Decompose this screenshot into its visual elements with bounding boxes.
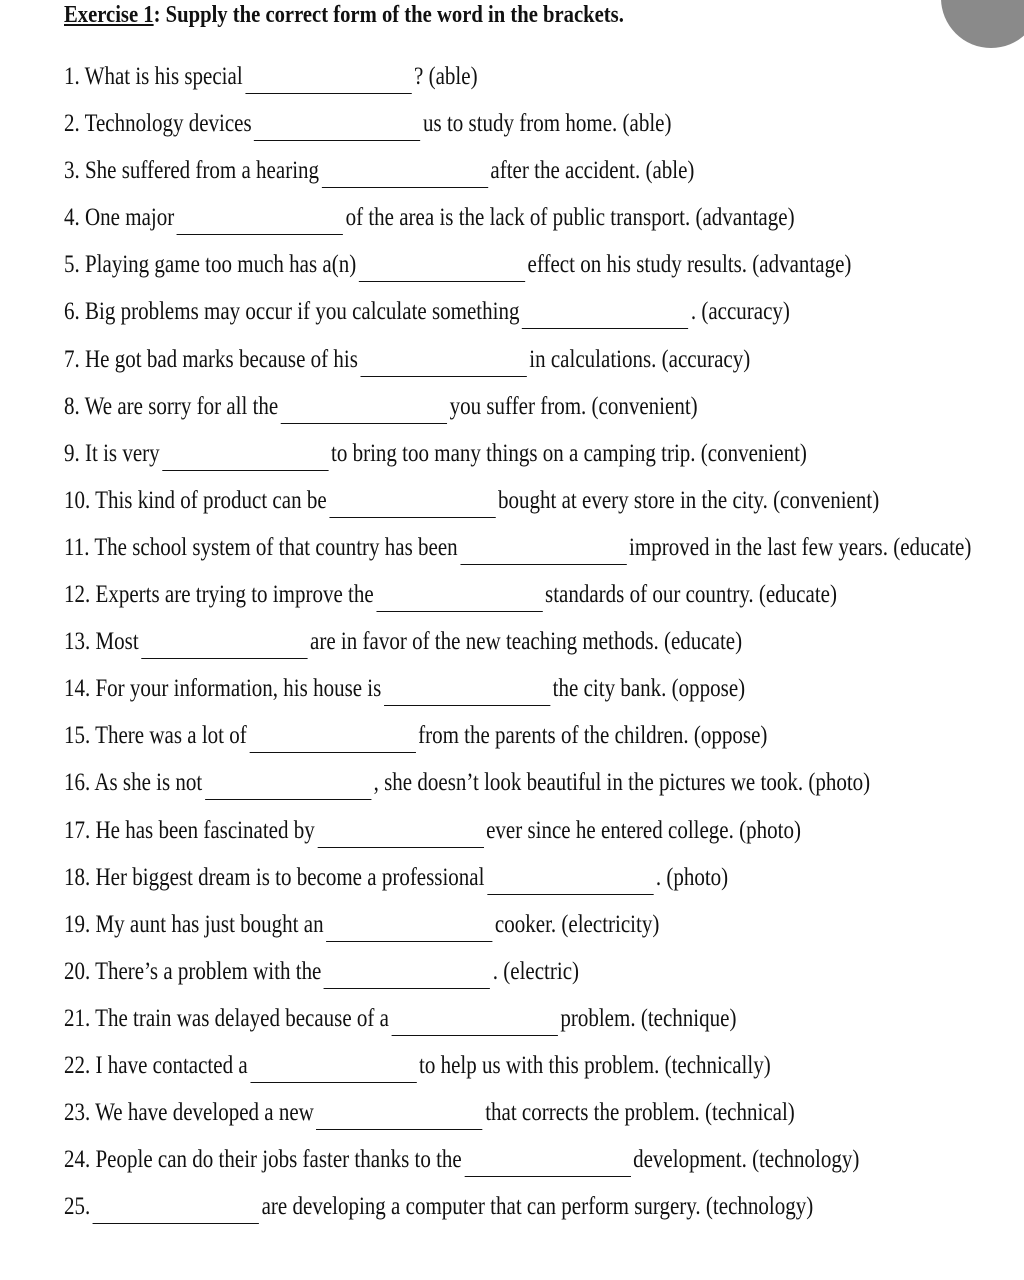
item-text-before: 21. The train was delayed because of a <box>64 1004 389 1032</box>
item-text-before: 20. There’s a problem with the <box>64 957 322 985</box>
exercise-item <box>64 625 820 672</box>
item-text-before: 5. Playing game too much has a(n) <box>64 251 357 279</box>
exercise-item <box>64 861 820 908</box>
item-text-before: 7. He got bad marks because of his <box>64 345 358 373</box>
exercise-item <box>64 1049 820 1096</box>
item-text-after: are in favor of the new teaching methods. (educate) <box>310 628 743 656</box>
item-text-after: that corrects the problem. (technical) <box>485 1099 795 1127</box>
exercise-item <box>64 484 880 531</box>
answer-blank[interactable] <box>281 395 447 424</box>
exercise-title <box>64 2 624 29</box>
answer-blank[interactable] <box>316 1101 482 1130</box>
answer-blank[interactable] <box>141 630 307 659</box>
answer-blank[interactable] <box>487 866 653 895</box>
item-text-after: . (electric) <box>492 957 580 985</box>
item-text-before: 23. We have developed a new <box>64 1099 314 1127</box>
answer-blank[interactable] <box>360 348 526 377</box>
item-text-before: 9. It is very <box>64 439 160 467</box>
item-text-after: are developing a computer that can perform surgery. (technology) <box>261 1193 814 1221</box>
item-text-after: problem. (technique) <box>560 1004 737 1032</box>
item-text-after: you suffer from. (convenient) <box>449 392 698 420</box>
answer-blank[interactable] <box>162 442 328 471</box>
answer-blank[interactable] <box>317 819 483 848</box>
exercise-item <box>64 672 820 719</box>
answer-blank[interactable] <box>464 1148 630 1177</box>
answer-blank[interactable] <box>384 677 550 706</box>
exercise-item <box>64 531 972 578</box>
answer-blank[interactable] <box>249 724 415 753</box>
item-text-before: 15. There was a lot of <box>64 722 247 750</box>
item-text-before: 16. As she is not <box>64 769 203 797</box>
exercise-item <box>64 955 820 1002</box>
answer-blank[interactable] <box>205 771 371 800</box>
exercise-item <box>64 1096 820 1143</box>
answer-blank[interactable] <box>254 112 420 141</box>
corner-circle-shape <box>941 0 1024 48</box>
exercise-item <box>64 1190 820 1237</box>
answer-blank[interactable] <box>392 1007 558 1036</box>
exercise-item <box>64 154 820 201</box>
item-text-before: 18. Her biggest dream is to become a professional <box>64 863 485 891</box>
exercise-item <box>64 343 820 390</box>
item-text-after: ? (able) <box>414 63 478 90</box>
item-text-after: ever since he entered college. (photo) <box>486 816 801 844</box>
answer-blank[interactable] <box>324 960 490 989</box>
item-text-before: 24. People can do their jobs faster thanks to the <box>64 1146 462 1174</box>
item-text-before: 3. She suffered from a hearing <box>64 157 320 185</box>
item-text-after: of the area is the lack of public transport. (advantage) <box>345 204 795 232</box>
exercise-item <box>64 719 820 766</box>
answer-blank[interactable] <box>177 206 343 235</box>
item-text-before: 25. <box>64 1193 91 1221</box>
answer-blank[interactable] <box>245 65 411 94</box>
exercise-item <box>64 1143 860 1190</box>
answer-blank[interactable] <box>359 253 525 282</box>
answer-blank[interactable] <box>250 1054 416 1083</box>
answer-blank[interactable] <box>326 913 492 942</box>
answer-blank[interactable] <box>522 300 688 329</box>
item-text-after: from the parents of the children. (oppose) <box>418 722 768 750</box>
item-text-after: bought at every store in the city. (convenient) <box>498 486 880 514</box>
exercise-item <box>64 437 820 484</box>
item-text-after: . (photo) <box>655 863 729 891</box>
answer-blank[interactable] <box>322 159 488 188</box>
item-text-before: 14. For your information, his house is <box>64 675 382 703</box>
exercise-item <box>64 908 820 955</box>
item-text-after: improved in the last few years. (educate) <box>629 533 972 561</box>
item-text-after: development. (technology) <box>633 1146 860 1174</box>
item-text-after: , she doesn’t look beautiful in the pictures we took. (photo) <box>373 769 871 797</box>
item-text-before: 4. One major <box>64 204 175 232</box>
item-text-after: to help us with this problem. (technically) <box>419 1051 771 1079</box>
exercise-item <box>64 766 871 813</box>
answer-blank[interactable] <box>460 536 626 565</box>
item-text-after: standards of our country. (educate) <box>545 581 837 609</box>
answer-blank[interactable] <box>376 583 542 612</box>
item-text-before: 2. Technology devices <box>64 110 252 138</box>
exercise-item <box>64 107 820 154</box>
item-text-after: effect on his study results. (advantage) <box>527 251 852 279</box>
exercise-item <box>64 814 820 861</box>
exercise-item <box>64 60 820 107</box>
item-text-before: 17. He has been fascinated by <box>64 816 315 844</box>
item-text-after: in calculations. (accuracy) <box>529 345 751 373</box>
item-text-after: after the accident. (able) <box>490 157 695 185</box>
exercise-label: Exercise 1 <box>64 2 154 28</box>
exercise-item <box>64 1002 820 1049</box>
item-text-before: 6. Big problems may occur if you calculate something <box>64 298 520 326</box>
item-text-before: 11. The school system of that country has been <box>64 533 458 561</box>
item-text-before: 13. Most <box>64 628 139 656</box>
item-text-before: 19. My aunt has just bought an <box>64 910 324 938</box>
exercise-item <box>64 578 837 625</box>
exercise-item <box>64 390 820 437</box>
item-text-before: 22. I have contacted a <box>64 1051 248 1079</box>
item-text-after: . (accuracy) <box>690 298 790 326</box>
item-text-after: to bring too many things on a camping trip. (convenient) <box>331 439 807 467</box>
item-text-after: the city bank. (oppose) <box>552 675 746 703</box>
answer-blank[interactable] <box>93 1195 259 1224</box>
item-text-before: 12. Experts are trying to improve the <box>64 581 374 609</box>
item-text-after: cooker. (electricity) <box>494 910 660 938</box>
exercise-items <box>64 60 972 1237</box>
item-text-before: 10. This kind of product can be <box>64 486 327 514</box>
item-text-before: 1. What is his special <box>64 63 243 90</box>
answer-blank[interactable] <box>329 489 495 518</box>
exercise-item <box>64 201 820 248</box>
item-text-before: 8. We are sorry for all the <box>64 392 279 420</box>
exercise-instruction: : Supply the correct form of the word in the brackets. <box>153 2 624 28</box>
exercise-item <box>64 248 852 295</box>
item-text-after: us to study from home. (able) <box>423 110 672 138</box>
exercise-item <box>64 295 820 342</box>
